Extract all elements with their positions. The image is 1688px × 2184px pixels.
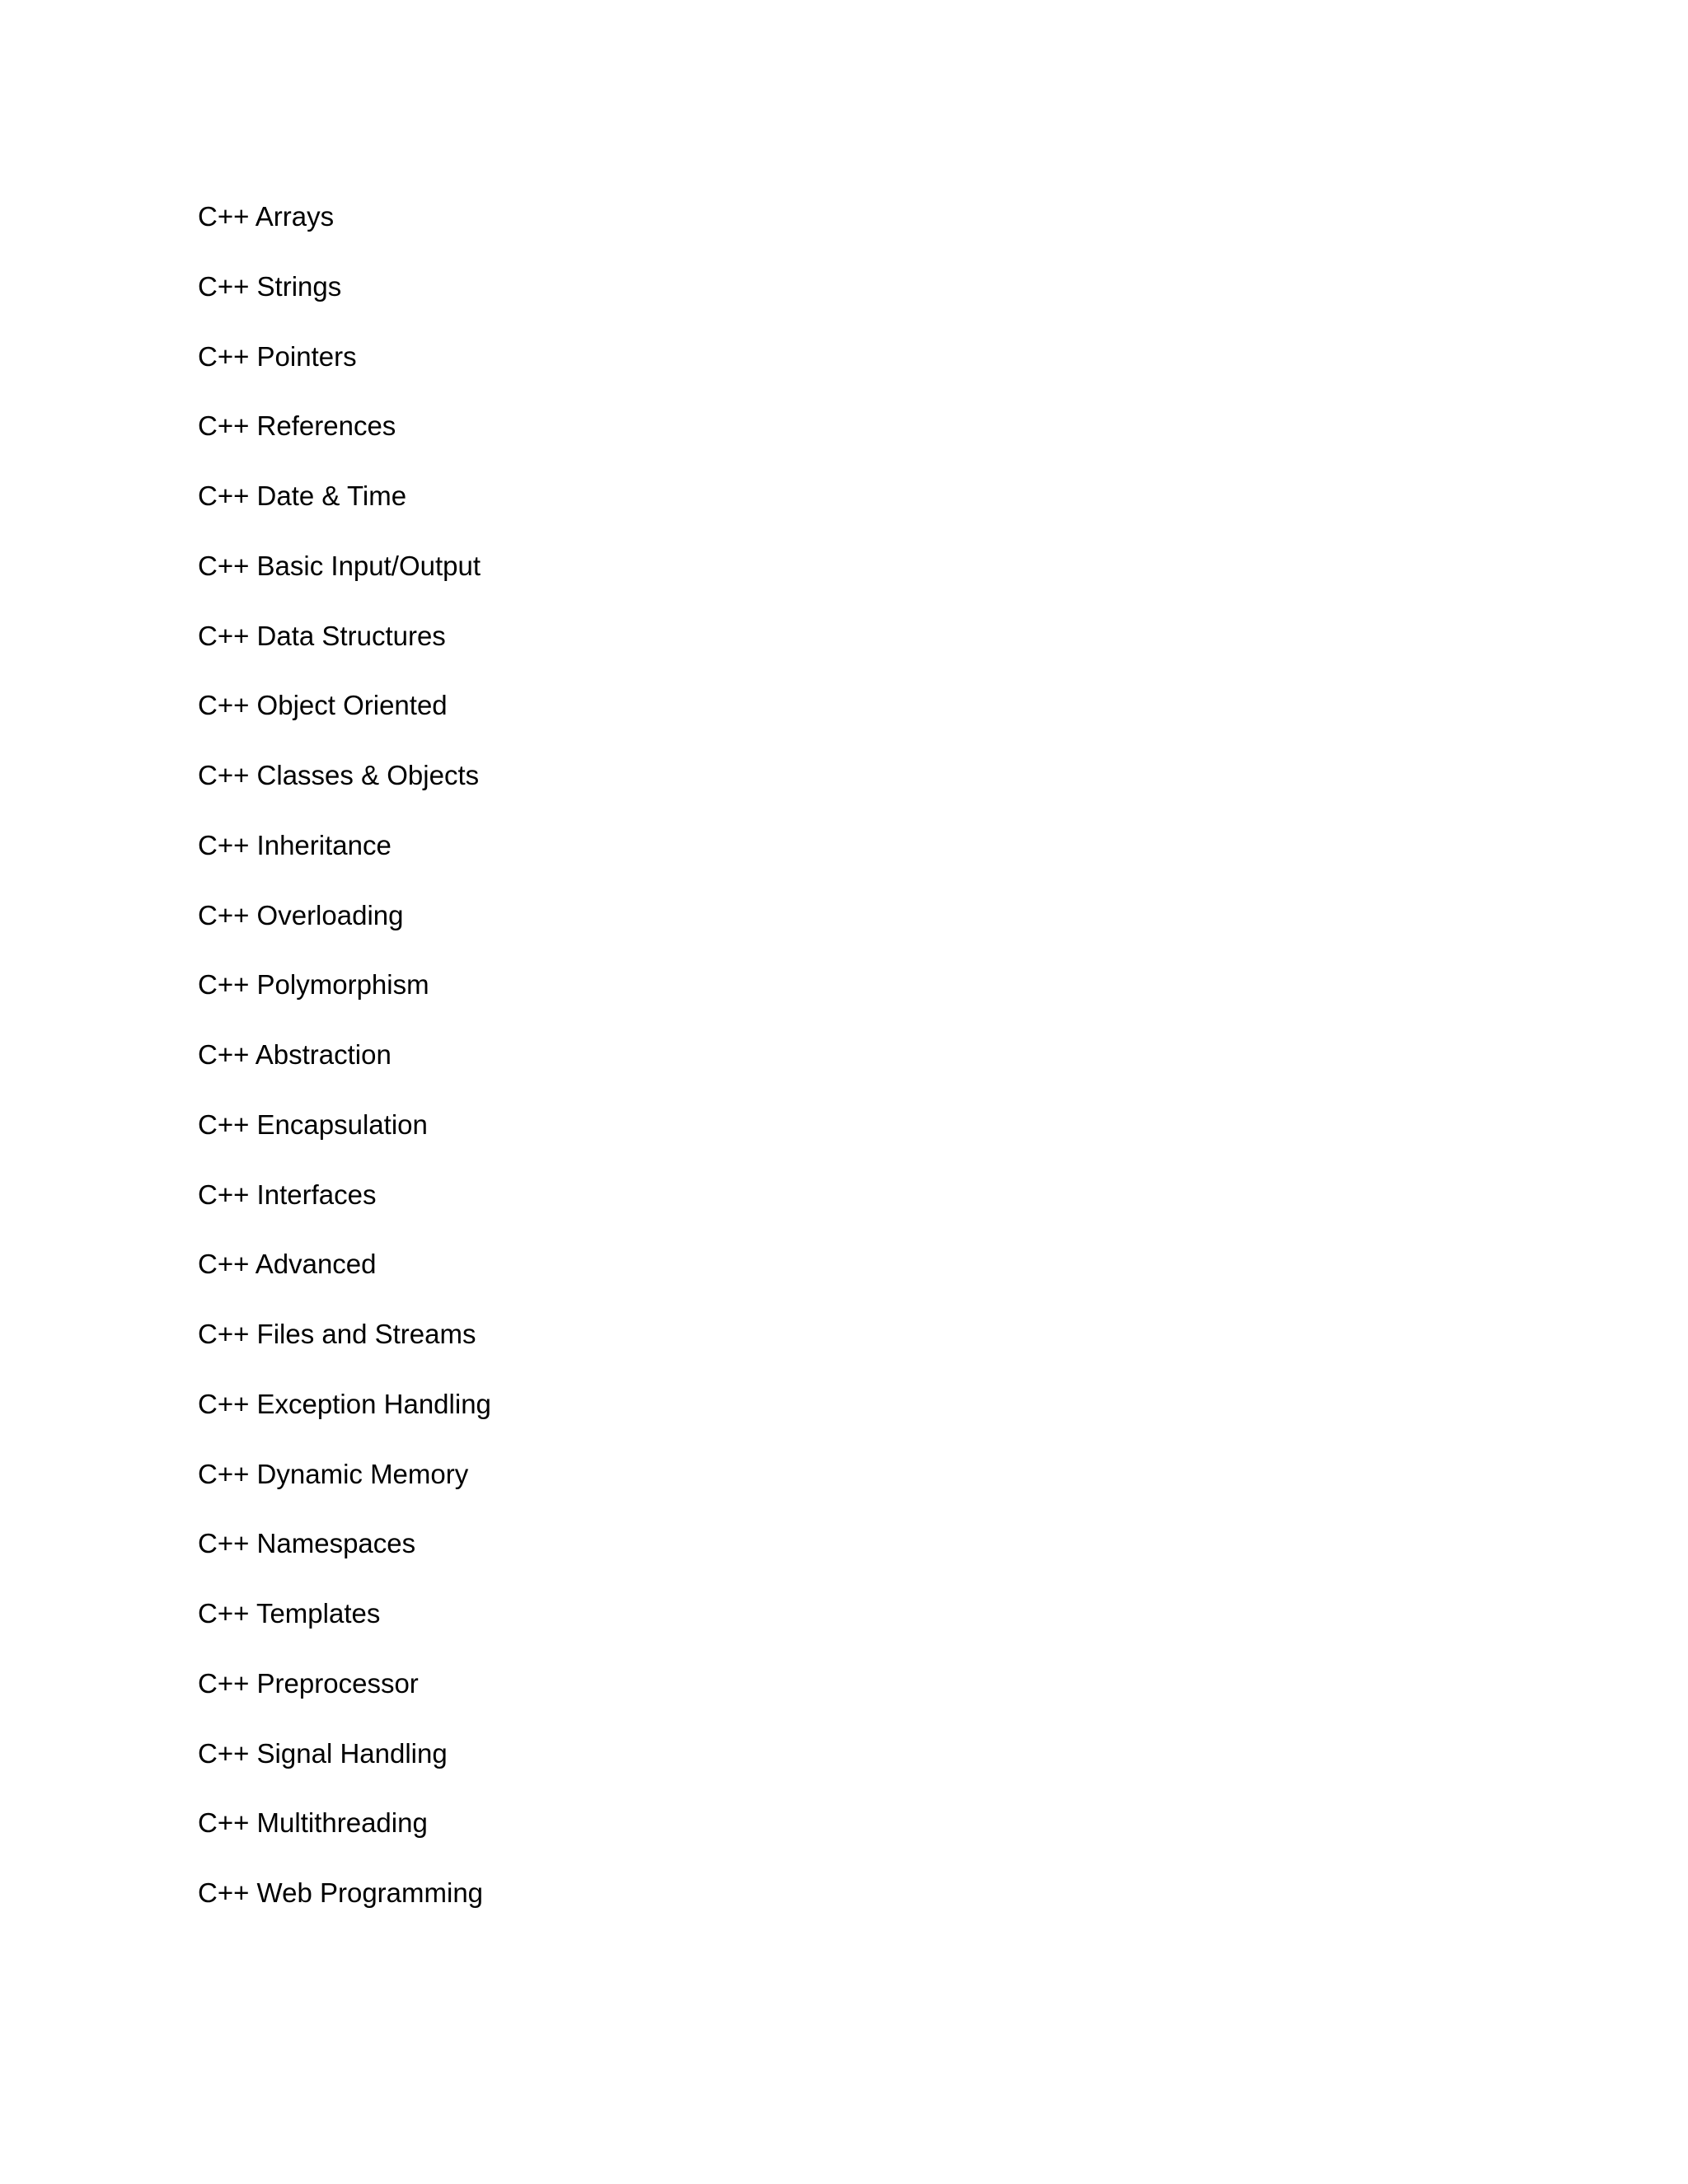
topic-item-multithreading: C++ Multithreading (198, 1807, 428, 1839)
topic-item-pointers: C++ Pointers (198, 340, 357, 372)
topic-item-overloading: C++ Overloading (198, 899, 404, 930)
topic-item-dynamic-memory: C++ Dynamic Memory (198, 1458, 469, 1489)
topic-item-references: C++ References (198, 410, 396, 442)
topic-item-signal-handling: C++ Signal Handling (198, 1737, 448, 1769)
topic-list (198, 193, 491, 1939)
topic-item-arrays: C++ Arrays (198, 201, 335, 232)
topic-item-object-oriented: C++ Object Oriented (198, 690, 448, 721)
topic-item-date-time: C++ Date & Time (198, 480, 407, 511)
topic-item-web-programming: C++ Web Programming (198, 1877, 484, 1908)
topic-item-inheritance: C++ Inheritance (198, 829, 392, 860)
topic-item-encapsulation: C++ Encapsulation (198, 1108, 428, 1140)
topic-item-polymorphism: C++ Polymorphism (198, 969, 429, 1001)
topic-item-interfaces: C++ Interfaces (198, 1179, 377, 1210)
topic-item-namespaces: C++ Namespaces (198, 1528, 416, 1559)
topic-item-advanced: C++ Advanced (198, 1249, 377, 1280)
topic-item-data-structures: C++ Data Structures (198, 620, 446, 651)
topic-item-abstraction: C++ Abstraction (198, 1039, 392, 1070)
topic-item-basic-input-output: C++ Basic Input/Output (198, 550, 481, 581)
topic-item-strings: C++ Strings (198, 270, 342, 302)
topic-item-preprocessor: C++ Preprocessor (198, 1667, 419, 1699)
topic-item-classes-objects: C++ Classes & Objects (198, 760, 480, 790)
topic-item-exception-handling: C++ Exception Handling (198, 1388, 491, 1419)
topic-item-templates: C++ Templates (198, 1598, 381, 1629)
topic-item-files-streams: C++ Files and Streams (198, 1319, 476, 1349)
